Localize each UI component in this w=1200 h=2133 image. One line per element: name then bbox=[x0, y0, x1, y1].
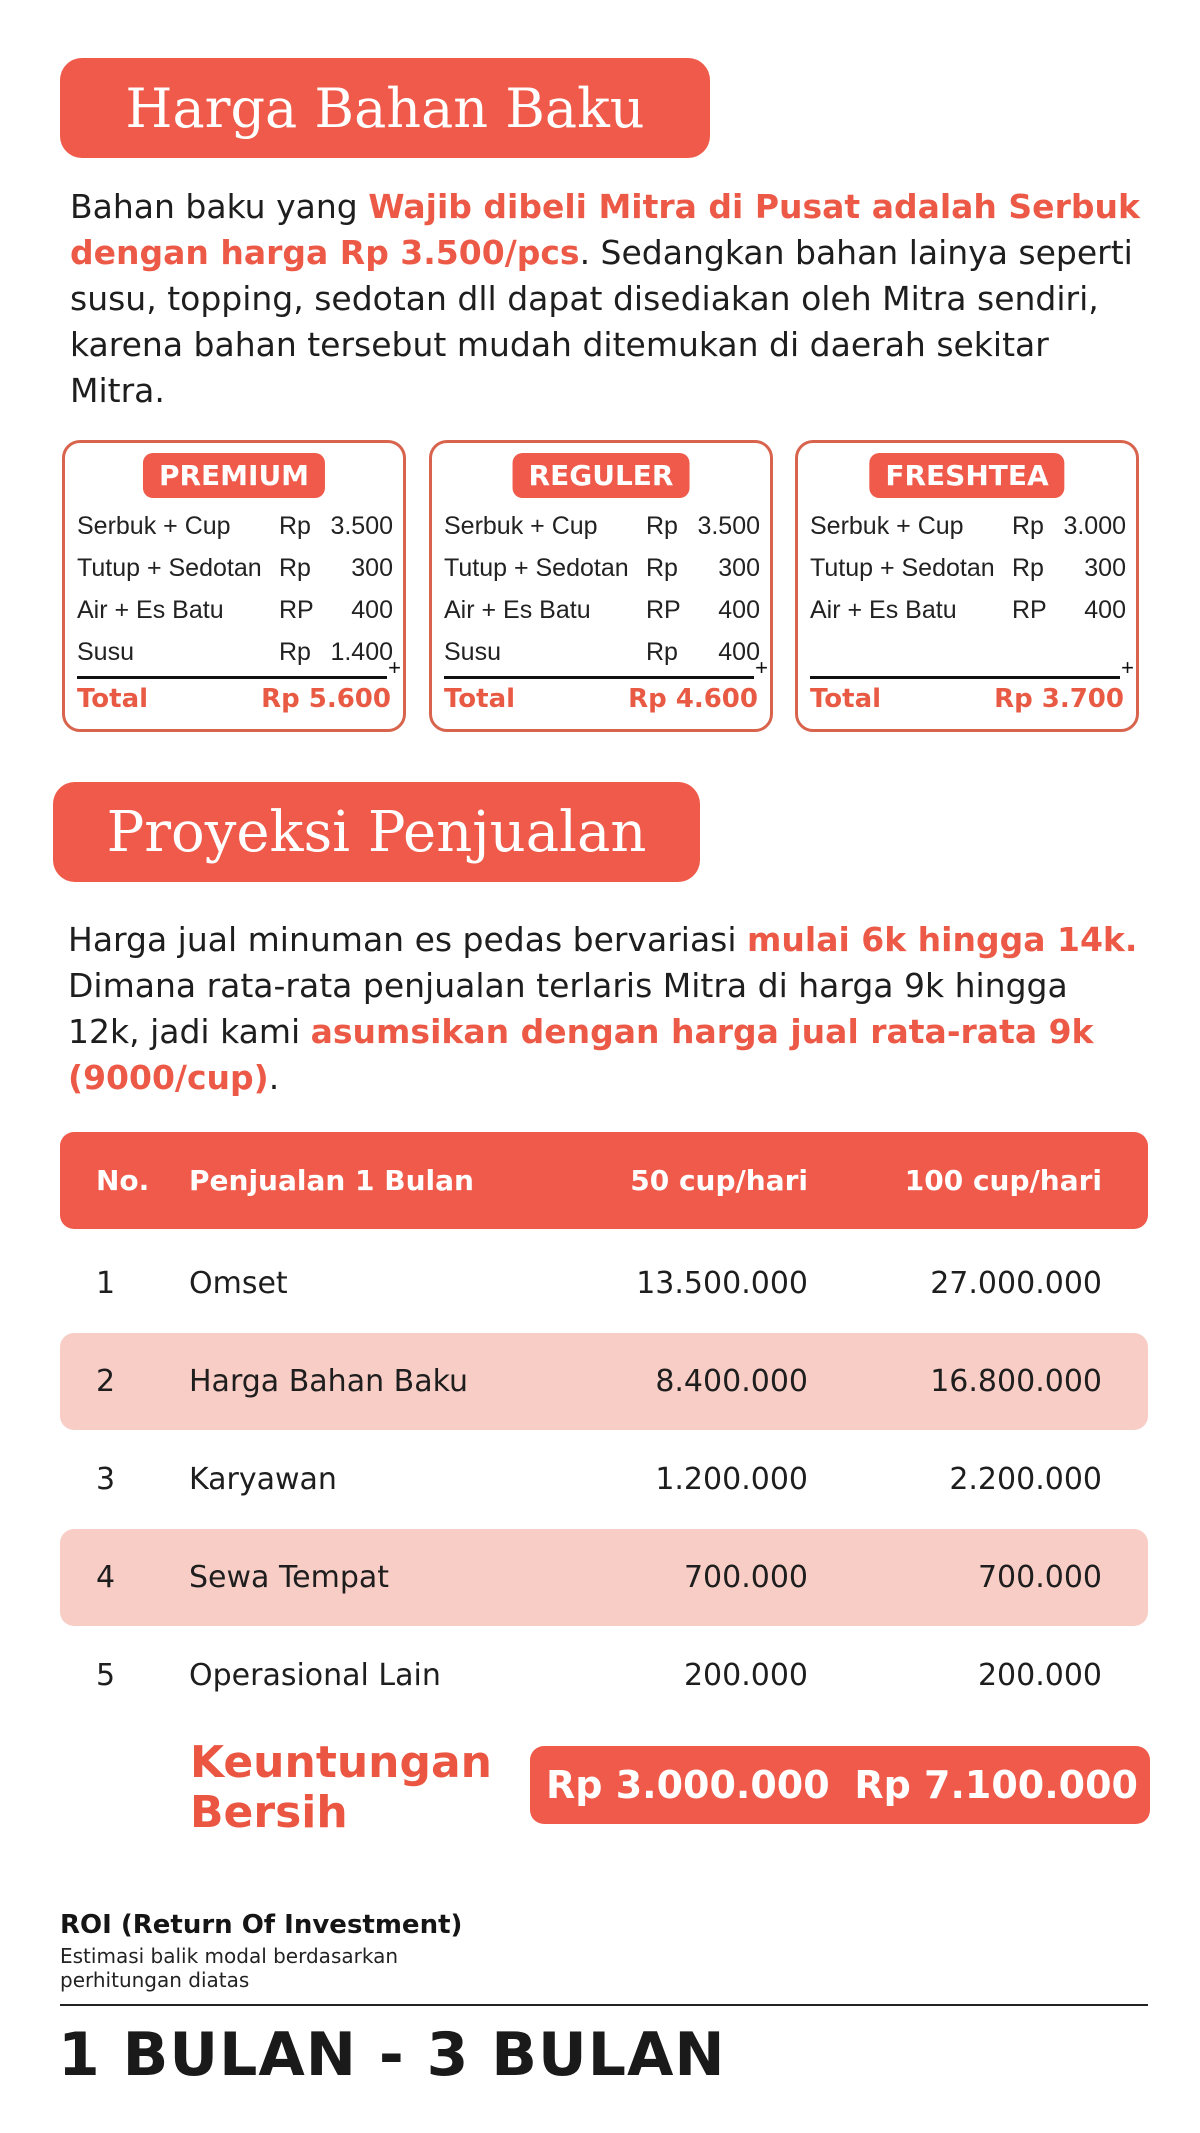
card-badge: REGULER bbox=[513, 453, 690, 498]
bahan-baku-description: Bahan baku yang Wajib dibeli Mitra di Pusat adalah Serbuk dengan harga Rp 3.500/pcs. Sedangkan bahan lainya seperti susu, topping, sedotan dll dapat disediakan oleh Mitra sendiri, karena bahan tersebut mudah ditemukan di daerah sekitar Mitra. bbox=[70, 187, 1140, 410]
header-100-cup: 100 cup/hari bbox=[904, 1164, 1102, 1197]
keuntungan-bersih-values bbox=[530, 1746, 1150, 1824]
bahan-baku-title: Harga Bahan Baku bbox=[125, 76, 645, 140]
card-item: Serbuk + Cup Rp 3.500 bbox=[444, 512, 760, 540]
card-item: Tutup + Sedotan Rp 300 bbox=[444, 554, 760, 582]
card-item: Serbuk + Cup Rp 3.500 bbox=[77, 512, 393, 540]
price-card-freshtea bbox=[795, 440, 1139, 732]
table-row: 2 Harga Bahan Baku 8.400.000 16.800.000 bbox=[60, 1333, 1148, 1430]
card-badge: PREMIUM bbox=[143, 453, 325, 498]
card-total: Total Rp 5.600 bbox=[77, 684, 391, 714]
proyeksi-title-banner bbox=[53, 782, 700, 882]
card-item: Susu Rp 400 bbox=[444, 638, 760, 666]
card-badge: FRESHTEA bbox=[869, 453, 1064, 498]
profit-50-cup: Rp 3.000.000 bbox=[546, 1763, 830, 1807]
plus-sign: + bbox=[755, 655, 768, 680]
sum-line bbox=[810, 676, 1120, 679]
card-item: Air + Es Batu RP 400 bbox=[810, 596, 1126, 624]
divider bbox=[60, 2004, 1148, 2006]
card-total: Total Rp 4.600 bbox=[444, 684, 758, 714]
card-item: Tutup + Sedotan Rp 300 bbox=[77, 554, 393, 582]
bahan-baku-title-banner bbox=[60, 58, 710, 158]
card-total: Total Rp 3.700 bbox=[810, 684, 1124, 714]
price-card-premium bbox=[62, 440, 406, 732]
sum-line bbox=[444, 676, 754, 679]
table-row: 4 Sewa Tempat 700.000 700.000 bbox=[60, 1529, 1148, 1626]
plus-sign: + bbox=[388, 655, 401, 680]
projection-table-header bbox=[60, 1132, 1148, 1229]
roi-subtitle: Estimasi balik modal berdasarkan perhitungan diatas bbox=[60, 1944, 398, 1992]
roi-value: 1 BULAN - 3 BULAN bbox=[58, 2020, 726, 2090]
proyeksi-description: Harga jual minuman es pedas bervariasi mulai 6k hingga 14k. Dimana rata-rata penjualan terlaris Mitra di harga 9k hingga 12k, jadi kami asumsikan dengan harga jual rata-rata 9k (9000/cup). bbox=[68, 920, 1138, 1097]
profit-100-cup: Rp 7.100.000 bbox=[854, 1763, 1138, 1807]
table-row: 1 Omset 13.500.000 27.000.000 bbox=[96, 1266, 1102, 1301]
card-item: Susu Rp 1.400 bbox=[77, 638, 393, 666]
header-no: No. bbox=[96, 1164, 150, 1197]
card-item: Air + Es Batu RP 400 bbox=[444, 596, 760, 624]
header-penjualan: Penjualan 1 Bulan bbox=[189, 1164, 474, 1197]
table-row: 5 Operasional Lain 200.000 200.000 bbox=[96, 1658, 1102, 1693]
card-item: Air + Es Batu RP 400 bbox=[77, 596, 393, 624]
sum-line bbox=[77, 676, 387, 679]
card-item: Serbuk + Cup Rp 3.000 bbox=[810, 512, 1126, 540]
header-50-cup: 50 cup/hari bbox=[630, 1164, 808, 1197]
proyeksi-title: Proyeksi Penjualan bbox=[106, 799, 647, 865]
keuntungan-bersih-label: Keuntungan Bersih bbox=[190, 1737, 493, 1838]
roi-title: ROI (Return Of Investment) bbox=[60, 1910, 463, 1940]
plus-sign: + bbox=[1121, 655, 1134, 680]
serbuk-highlight: Wajib dibeli Mitra di Pusat adalah Serbuk dengan harga Rp 3.500/pcs bbox=[70, 187, 1140, 272]
card-item: Tutup + Sedotan Rp 300 bbox=[810, 554, 1126, 582]
table-row: 3 Karyawan 1.200.000 2.200.000 bbox=[96, 1462, 1102, 1497]
price-card-reguler bbox=[429, 440, 773, 732]
